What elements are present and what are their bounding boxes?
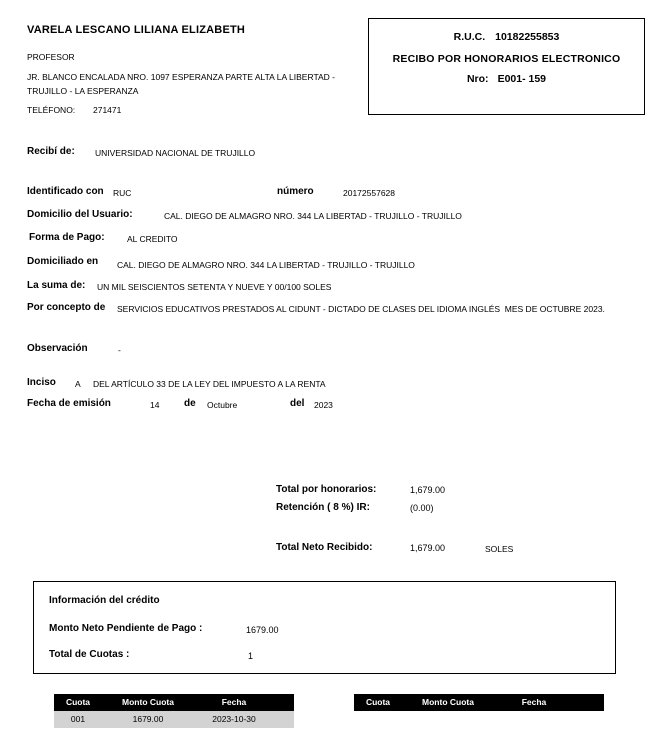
receipt-title: RECIBO POR HONORARIOS ELECTRONICO bbox=[392, 53, 621, 65]
ruc-label: R.U.C. bbox=[453, 31, 486, 43]
ruc-box bbox=[368, 18, 645, 115]
col-cuota: Cuota bbox=[365, 697, 391, 707]
receipt-number-label: Nro: bbox=[466, 73, 489, 85]
domicilio-usuario-value: CAL. DIEGO DE ALMAGRO NRO. 344 LA LIBERTAD - TRUJILLO - TRUJILLO bbox=[164, 211, 462, 221]
recibi-de-value: UNIVERSIDAD NACIONAL DE TRUJILLO bbox=[95, 148, 256, 158]
total-honorarios-value: 1,679.00 bbox=[410, 485, 446, 495]
fecha-anio: 2023 bbox=[314, 400, 333, 410]
phone-value: 271471 bbox=[93, 105, 122, 115]
total-honorarios-label: Total por honorarios: bbox=[276, 484, 377, 495]
observacion-value: - bbox=[118, 345, 121, 355]
fecha-del-label: del bbox=[290, 398, 305, 409]
monto-pendiente-value: 1679.00 bbox=[246, 625, 279, 635]
cuotas-table-left-header bbox=[54, 694, 294, 711]
total-cuotas-label: Total de Cuotas : bbox=[49, 649, 130, 660]
doc-type-value: RUC bbox=[113, 188, 132, 198]
forma-pago-label: Forma de Pago: bbox=[29, 232, 105, 243]
fecha-mes: Octubre bbox=[207, 400, 238, 410]
emitter-address: JR. BLANCO ENCALADA NRO. 1097 ESPERANZA PARTE ALTA LA LIBERTAD - TRUJILLO - LA ESPERANZA bbox=[27, 72, 336, 96]
inciso-value: A bbox=[75, 379, 81, 389]
ruc-line bbox=[454, 31, 560, 43]
cuotas-table-right-header bbox=[354, 694, 604, 711]
inciso-label: Inciso bbox=[27, 377, 56, 388]
total-neto-label: Total Neto Recibido: bbox=[276, 542, 373, 553]
total-neto-value: 1,679.00 bbox=[410, 543, 446, 553]
retencion-label: Retención ( 8 %) IR: bbox=[276, 502, 370, 513]
numero-value: 20172557628 bbox=[343, 188, 396, 198]
forma-pago-value: AL CREDITO bbox=[127, 234, 178, 244]
observacion-label: Observación bbox=[27, 343, 88, 354]
cuota-fecha: 2023-10-30 bbox=[212, 714, 256, 724]
domicilio-usuario-label: Domicilio del Usuario: bbox=[27, 209, 133, 220]
emitter-profession: PROFESOR bbox=[27, 52, 75, 62]
suma-label: La suma de: bbox=[27, 280, 86, 291]
cuota-number: 001 bbox=[70, 714, 86, 724]
suma-value: UN MIL SEISCIENTOS SETENTA Y NUEVE Y 00/100 SOLES bbox=[97, 282, 332, 292]
receipt-number-line bbox=[467, 73, 546, 85]
domiciliado-label: Domiciliado en bbox=[27, 256, 99, 267]
cuotas-table-left bbox=[54, 694, 294, 728]
retencion-value: (0.00) bbox=[410, 503, 434, 513]
emitter-name: VARELA LESCANO LILIANA ELIZABETH bbox=[27, 24, 246, 36]
col-cuota: Cuota bbox=[65, 697, 91, 707]
moneda-label: SOLES bbox=[485, 544, 514, 554]
col-monto-cuota: Monto Cuota bbox=[122, 697, 174, 707]
fecha-emision-label: Fecha de emisión bbox=[27, 398, 111, 409]
cuotas-table-right bbox=[354, 694, 604, 711]
domiciliado-value: CAL. DIEGO DE ALMAGRO NRO. 344 LA LIBERTAD - TRUJILLO - TRUJILLO bbox=[117, 260, 415, 270]
cuota-row bbox=[54, 711, 294, 728]
inciso-text: DEL ARTÍCULO 33 DE LA LEY DEL IMPUESTO A LA RENTA bbox=[93, 379, 326, 389]
col-monto-cuota: Monto Cuota bbox=[422, 697, 474, 707]
numero-label: número bbox=[277, 186, 314, 197]
monto-pendiente-label: Monto Neto Pendiente de Pago : bbox=[49, 623, 203, 634]
total-cuotas-value: 1 bbox=[248, 651, 254, 661]
cuota-monto: 1679.00 bbox=[132, 714, 164, 724]
col-fecha: Fecha bbox=[221, 697, 247, 707]
ruc-value: 10182255853 bbox=[495, 31, 560, 43]
phone-label: TELÉFONO: bbox=[27, 105, 76, 115]
credit-info-box bbox=[33, 581, 616, 674]
receipt-number: E001- 159 bbox=[497, 73, 547, 85]
identificado-label: Identificado con bbox=[27, 186, 104, 197]
concepto-label: Por concepto de bbox=[27, 302, 106, 313]
credit-title: Información del crédito bbox=[49, 595, 160, 606]
col-fecha: Fecha bbox=[521, 697, 547, 707]
fecha-dia: 14 bbox=[150, 400, 160, 410]
recibi-de-label: Recibí de: bbox=[27, 146, 75, 157]
concepto-value: SERVICIOS EDUCATIVOS PRESTADOS AL CIDUNT - DICTADO DE CLASES DEL IDIOMA INGLÉS MES DE OCTUBRE 2023. bbox=[117, 304, 605, 314]
fecha-de-label: de bbox=[184, 398, 196, 409]
